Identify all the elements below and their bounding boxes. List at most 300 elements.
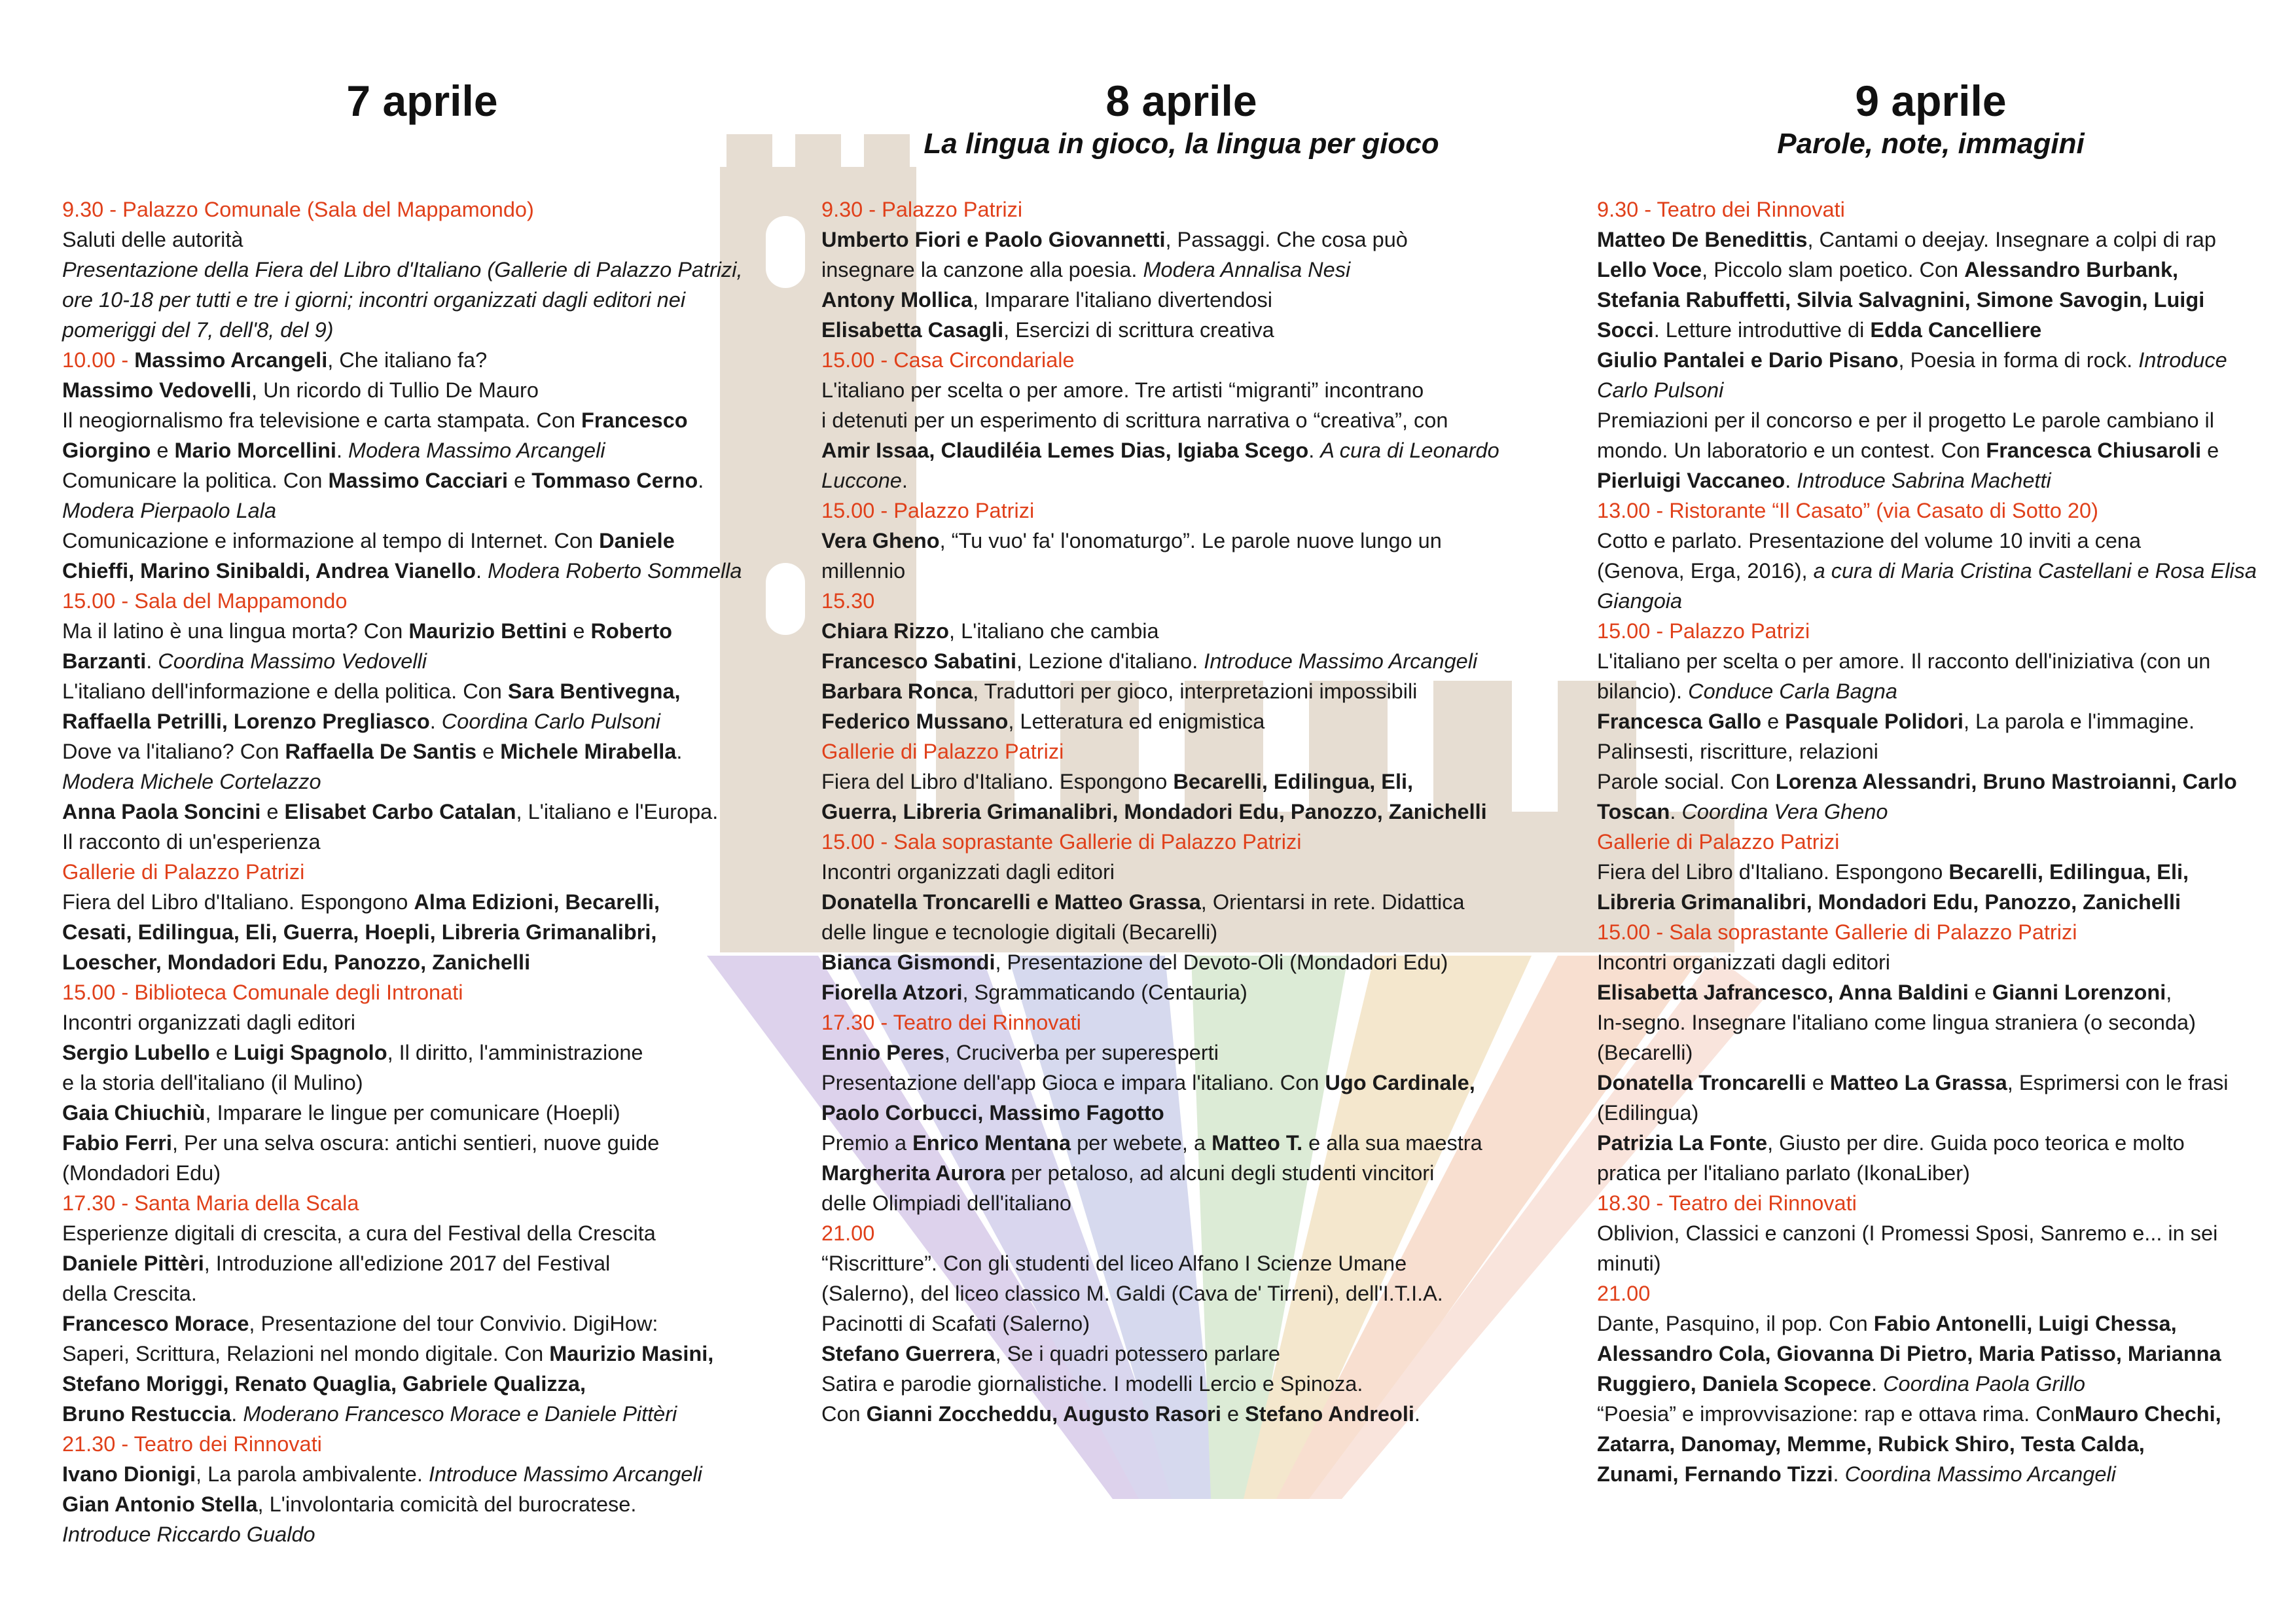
- speaker-name: Francesco Sabatini: [821, 649, 1017, 673]
- event-text: In-segno. Insegnare l'italiano come lingua straniera (o seconda): [1597, 1011, 2196, 1034]
- speaker-name: Giulio Pantalei e Dario Pisano: [1597, 348, 1899, 372]
- speaker-name: Anna Paola Soncini: [62, 800, 261, 823]
- speaker-name: Daniele Pittèri: [62, 1252, 204, 1275]
- speaker-name: Stefano Moriggi, Renato Quaglia, Gabriele Qualizza,: [62, 1372, 586, 1396]
- speaker-name: Francesco Morace: [62, 1312, 249, 1335]
- speaker-name: Enrico Mentana: [912, 1131, 1071, 1155]
- program-line: [62, 736, 782, 767]
- program-line: [62, 496, 782, 526]
- program-line: [62, 1007, 782, 1038]
- event-text: .: [1414, 1402, 1420, 1426]
- program-line: [821, 827, 1541, 857]
- program-line: [1597, 947, 2265, 977]
- speaker-name: Paolo Corbucci, Massimo Fagotto: [821, 1101, 1164, 1125]
- event-text: insegnare la canzone alla poesia.: [821, 258, 1143, 281]
- moderator-note: A cura di Leonardo: [1320, 439, 1499, 462]
- moderator-note: Introduce Massimo Arcangeli: [1204, 649, 1478, 673]
- speaker-name: Gaia Chiuchiù: [62, 1101, 206, 1125]
- program-line: [821, 1007, 1541, 1038]
- program-line: [821, 1188, 1541, 1218]
- event-text: , Passaggi. Che cosa può: [1165, 228, 1408, 251]
- event-heading: 15.00 - Sala soprastante Gallerie di Palazzo Patrizi: [821, 830, 1302, 854]
- program-line: [62, 1158, 782, 1188]
- speaker-name: Pasquale Polidori: [1785, 710, 1964, 733]
- event-text: Presentazione dell'app Gioca e impara l'italiano. Con: [821, 1071, 1325, 1094]
- speaker-name: Zatarra, Danomay, Memme, Rubick Shiro, Testa Calda,: [1597, 1432, 2145, 1456]
- speaker-name: Ruggiero, Daniela Scopece: [1597, 1372, 1872, 1396]
- speaker-name: Bruno Restuccia: [62, 1402, 232, 1426]
- speaker-name: Matteo De Benedittis: [1597, 228, 1808, 251]
- event-text: Satira e parodie giornalistiche. I modelli Lercio e Spinoza.: [821, 1372, 1363, 1396]
- event-text: , Esprimersi con le frasi: [2007, 1071, 2229, 1094]
- event-text: e: [508, 469, 532, 492]
- program-line: [62, 194, 782, 225]
- speaker-name: Margherita Aurora: [821, 1161, 1005, 1185]
- day-column-9-aprile: [1597, 75, 2265, 1489]
- event-text: , Sgrammaticando (Centauria): [962, 981, 1247, 1004]
- speaker-name: Ennio Peres: [821, 1041, 944, 1064]
- program-line: [1597, 1158, 2265, 1188]
- day-column-7-aprile: [62, 75, 782, 1549]
- event-text: .: [476, 559, 488, 583]
- speaker-name: Raffaella Petrilli, Lorenzo Pregliasco: [62, 710, 430, 733]
- event-text: , Introduzione all'edizione 2017 del Festival: [204, 1252, 611, 1275]
- event-text: Fiera del Libro d'Italiano. Espongono: [821, 770, 1174, 793]
- program-line: [62, 1489, 782, 1519]
- program-line: [821, 797, 1541, 827]
- speaker-name: Chieffi, Marino Sinibaldi, Andrea Vianello: [62, 559, 476, 583]
- speaker-name: Umberto Fiori e Paolo Giovannetti: [821, 228, 1166, 251]
- event-heading: 17.30 - Teatro dei Rinnovati: [821, 1011, 1081, 1034]
- speaker-name: Mario Morcellini: [174, 439, 336, 462]
- moderator-note: Moderano Francesco Morace e Daniele Pittèri: [243, 1402, 677, 1426]
- event-heading: 17.30 - Santa Maria della Scala: [62, 1191, 359, 1215]
- program-line: [62, 1278, 782, 1308]
- speaker-name: Cesati, Edilingua, Eli, Guerra, Hoepli, Libreria Grimanalibri,: [62, 920, 657, 944]
- event-text: “Poesia” e improvvisazione: rap e ottava rima. Con: [1597, 1402, 2075, 1426]
- event-heading: 21.00: [821, 1221, 875, 1245]
- program-line: [821, 616, 1541, 646]
- speaker-name: Gian Antonio Stella: [62, 1492, 258, 1516]
- program-line: [821, 887, 1541, 917]
- event-text: , Cruciverba per superesperti: [944, 1041, 1219, 1064]
- event-text: , Presentazione del Devoto-Oli (Mondadori Edu): [995, 950, 1448, 974]
- day-title: 8 aprile: [1105, 77, 1257, 125]
- speaker-name: Massimo Vedovelli: [62, 378, 252, 402]
- day-column-8-aprile: [821, 75, 1541, 1429]
- day-subtitle: La lingua in gioco, la lingua per gioco: [924, 128, 1439, 160]
- event-text: della Crescita.: [62, 1282, 197, 1305]
- speaker-name: Gianni Zoccheddu, Augusto Rasori: [866, 1402, 1221, 1426]
- speaker-name: Donatella Troncarelli e Matteo Grassa: [821, 890, 1201, 914]
- speaker-name: Sara Bentivegna,: [507, 679, 681, 703]
- event-text: minuti): [1597, 1252, 1661, 1275]
- event-heading: 15.30: [821, 589, 875, 613]
- event-heading: Gallerie di Palazzo Patrizi: [1597, 830, 1840, 854]
- program-line: [1597, 1038, 2265, 1068]
- program-list: [62, 194, 782, 1549]
- speaker-name: Alessandro Cola, Giovanna Di Pietro, Maria Patisso, Marianna: [1597, 1342, 2221, 1365]
- speaker-name: Socci: [1597, 318, 1654, 342]
- program-line: [821, 1248, 1541, 1278]
- program-line: [1597, 706, 2265, 736]
- moderator-note: a cura di Maria Cristina Castellani e Rosa Elisa: [1813, 559, 2257, 583]
- moderator-note: Giangoia: [1597, 589, 1683, 613]
- speaker-name: Elisabetta Casagli: [821, 318, 1004, 342]
- event-text: Esperienze digitali di crescita, a cura del Festival della Crescita: [62, 1221, 656, 1245]
- program-line: [1597, 1188, 2265, 1218]
- program-line: [1597, 405, 2265, 435]
- program-line: [62, 285, 782, 315]
- event-text: .: [336, 439, 349, 462]
- speaker-name: Francesca Chiusaroli: [1986, 439, 2202, 462]
- program-line: [821, 1399, 1541, 1429]
- event-heading: 9.30 - Palazzo Comunale (Sala del Mappamondo): [62, 198, 534, 221]
- program-line: [62, 977, 782, 1007]
- moderator-note: Modera Pierpaolo Lala: [62, 499, 277, 522]
- speaker-name: Alma Edizioni, Becarelli,: [414, 890, 660, 914]
- program-line: [821, 1278, 1541, 1308]
- event-heading: 15.00 - Sala soprastante Gallerie di Palazzo Patrizi: [1597, 920, 2077, 944]
- speaker-name: Stefania Rabuffetti, Silvia Salvagnini, Simone Savogin, Luigi: [1597, 288, 2205, 312]
- moderator-note: pomeriggi del 7, dell'8, del 9): [62, 318, 334, 342]
- event-text: , Poesia in forma di rock.: [1898, 348, 2139, 372]
- event-text: per webete, a: [1071, 1131, 1212, 1155]
- event-text: .: [1833, 1462, 1845, 1486]
- program-line: [1597, 1218, 2265, 1248]
- program-line: [62, 1399, 782, 1429]
- program-line: [821, 646, 1541, 676]
- event-heading: 15.00 - Biblioteca Comunale degli Intronati: [62, 981, 463, 1004]
- speaker-name: Patrizia La Fonte: [1597, 1131, 1768, 1155]
- event-text: e: [260, 800, 285, 823]
- event-text: , Imparare l'italiano divertendosi: [973, 288, 1272, 312]
- day-title: 7 aprile: [346, 77, 498, 125]
- event-text: Saperi, Scrittura, Relazioni nel mondo digitale. Con: [62, 1342, 550, 1365]
- moderator-note: Luccone: [821, 469, 902, 492]
- program-line: [62, 1308, 782, 1339]
- event-text: , Traduttori per gioco, interpretazioni impossibili: [973, 679, 1418, 703]
- moderator-note: Introduce: [2138, 348, 2227, 372]
- event-text: , Se i quadri potessero parlare: [995, 1342, 1280, 1365]
- event-text: Incontri organizzati dagli editori: [821, 860, 1115, 884]
- program-line: [62, 1369, 782, 1399]
- program-line: [1597, 1278, 2265, 1308]
- event-text: L'italiano dell'informazione e della politica. Con: [62, 679, 508, 703]
- speaker-name: Federico Mussano: [821, 710, 1009, 733]
- program-line: [821, 736, 1541, 767]
- speaker-name: Donatella Troncarelli: [1597, 1071, 1806, 1094]
- program-line: [821, 465, 1541, 496]
- event-text: e la storia dell'italiano (il Mulino): [62, 1071, 363, 1094]
- speaker-name: Barbara Ronca: [821, 679, 973, 703]
- program-line: [1597, 255, 2265, 285]
- program-line: [821, 194, 1541, 225]
- program-line: [1597, 465, 2265, 496]
- event-text: Il neogiornalismo fra televisione e carta stampata. Con: [62, 408, 582, 432]
- speaker-name: Tommaso Cerno: [531, 469, 698, 492]
- moderator-note: Introduce Sabrina Machetti: [1797, 469, 2051, 492]
- event-text: , Un ricordo di Tullio De Mauro: [251, 378, 539, 402]
- speaker-name: Lorenza Alessandri, Bruno Mastroianni, Carlo: [1775, 770, 2237, 793]
- moderator-note: Modera Michele Cortelazzo: [62, 770, 321, 793]
- speaker-name: Gianni Lorenzoni: [1992, 981, 2166, 1004]
- program-line: [821, 405, 1541, 435]
- program-line: [62, 857, 782, 887]
- speaker-name: Becarelli, Edilingua, Eli,: [1173, 770, 1414, 793]
- program-line: [62, 917, 782, 947]
- speaker-name: Guerra, Libreria Grimanalibri, Mondadori Edu, Panozzo, Zanichelli: [821, 800, 1487, 823]
- event-heading: Gallerie di Palazzo Patrizi: [821, 740, 1064, 763]
- event-text: .: [901, 469, 908, 492]
- speaker-name: Zunami, Fernando Tizzi: [1597, 1462, 1833, 1486]
- program-line: [62, 375, 782, 405]
- program-line: [62, 1068, 782, 1098]
- event-text: , Giusto per dire. Guida poco teorica e molto: [1767, 1131, 2185, 1155]
- program-line: [62, 797, 782, 827]
- program-line: [1597, 526, 2265, 556]
- event-text: (Salerno), del liceo classico M. Galdi (Cava de' Tirreni), dell'I.T.I.A.: [821, 1282, 1443, 1305]
- event-text: , Lezione d'italiano.: [1016, 649, 1204, 673]
- event-text: Palinsesti, riscritture, relazioni: [1597, 740, 1878, 763]
- speaker-name: Lello Voce: [1597, 258, 1702, 281]
- moderator-note: Conduce Carla Bagna: [1688, 679, 1897, 703]
- event-text: , Imparare le lingue per comunicare (Hoepli): [205, 1101, 620, 1125]
- event-text: , La parola e l'immagine.: [1963, 710, 2195, 733]
- program-line: [1597, 315, 2265, 345]
- speaker-name: Becarelli, Edilingua, Eli,: [1948, 860, 2189, 884]
- program-line: [821, 1308, 1541, 1339]
- program-line: [1597, 857, 2265, 887]
- event-heading: 13.00 - Ristorante “Il Casato” (via Casato di Sotto 20): [1597, 499, 2098, 522]
- program-line: [821, 225, 1541, 255]
- moderator-note: Coordina Massimo Arcangeli: [1844, 1462, 2116, 1486]
- event-text: .: [231, 1402, 243, 1426]
- program-line: [1597, 827, 2265, 857]
- speaker-name: Roberto: [590, 619, 673, 643]
- moderator-note: Modera Annalisa Nesi: [1143, 258, 1351, 281]
- program-line: [1597, 646, 2265, 676]
- speaker-name: Massimo Arcangeli: [134, 348, 328, 372]
- event-heading: 21.00: [1597, 1282, 1651, 1305]
- program-line: [1597, 194, 2265, 225]
- moderator-note: Carlo Pulsoni: [1597, 378, 1724, 402]
- program-line: [1597, 1007, 2265, 1038]
- event-text: , Cantami o deejay. Insegnare a colpi di rap: [1807, 228, 2216, 251]
- event-text: Fiera del Libro d'Italiano. Espongono: [1597, 860, 1949, 884]
- speaker-name: Raffaella De Santis: [285, 740, 477, 763]
- event-text: , L'involontaria comicità del burocratese.: [257, 1492, 637, 1516]
- program-line: [821, 1339, 1541, 1369]
- speaker-name: Francesca Gallo: [1597, 710, 1762, 733]
- day-subtitle: [62, 126, 782, 162]
- event-text: , Esercizi di scrittura creativa: [1003, 318, 1274, 342]
- event-text: , L'italiano e l'Europa.: [516, 800, 719, 823]
- program-line: [1597, 1429, 2265, 1459]
- event-text: e: [476, 740, 501, 763]
- event-heading: 15.00 - Casa Circondariale: [821, 348, 1075, 372]
- event-text: .: [698, 469, 704, 492]
- program-line: [62, 435, 782, 465]
- event-text: . Letture introduttive di: [1653, 318, 1871, 342]
- event-heading: 18.30 - Teatro dei Rinnovati: [1597, 1191, 1857, 1215]
- event-text: (Becarelli): [1597, 1041, 1693, 1064]
- program-line: [62, 405, 782, 435]
- program-line: [821, 977, 1541, 1007]
- speaker-name: Michele Mirabella: [500, 740, 677, 763]
- program-line: [62, 887, 782, 917]
- program-line: [821, 1369, 1541, 1399]
- event-text: e: [1968, 981, 1992, 1004]
- program-line: [821, 285, 1541, 315]
- event-heading: 15.00 - Palazzo Patrizi: [1597, 619, 1810, 643]
- speaker-name: Vera Gheno: [821, 529, 940, 552]
- event-text: Saluti delle autorità: [62, 228, 243, 251]
- event-text: Comunicare la politica. Con: [62, 469, 329, 492]
- event-text: e: [567, 619, 591, 643]
- event-text: .: [1871, 1372, 1884, 1396]
- program-list: [821, 194, 1541, 1429]
- program-line: [821, 586, 1541, 616]
- event-heading: Gallerie di Palazzo Patrizi: [62, 860, 305, 884]
- event-text: per petaloso, ad alcuni degli studenti vincitori: [1005, 1161, 1435, 1185]
- program-line: [1597, 435, 2265, 465]
- program-line: [62, 255, 782, 285]
- program-line: [62, 315, 782, 345]
- program-line: [821, 1218, 1541, 1248]
- speaker-name: Alessandro Burbank,: [1964, 258, 2179, 281]
- event-text: e: [151, 439, 175, 462]
- speaker-name: Sergio Lubello: [62, 1041, 210, 1064]
- speaker-name: Ivano Dionigi: [62, 1462, 196, 1486]
- program-line: [62, 1098, 782, 1128]
- speaker-name: Libreria Grimanalibri, Mondadori Edu, Panozzo, Zanichelli: [1597, 890, 2181, 914]
- event-text: .: [676, 740, 683, 763]
- event-text: pratica per l'italiano parlato (IkonaLiber): [1597, 1161, 1970, 1185]
- event-text: , Piccolo slam poetico. Con: [1702, 258, 1965, 281]
- program-line: [62, 586, 782, 616]
- program-line: [821, 435, 1541, 465]
- speaker-name: Pierluigi Vaccaneo: [1597, 469, 1785, 492]
- program-line: [1597, 1308, 2265, 1339]
- program-list: [1597, 194, 2265, 1489]
- speaker-name: Luigi Spagnolo: [233, 1041, 387, 1064]
- moderator-note: ore 10-18 per tutti e tre i giorni; incontri organizzati dagli editori nei: [62, 288, 686, 312]
- program-line: [821, 556, 1541, 586]
- event-text: (Edilingua): [1597, 1101, 1699, 1125]
- program-line: [821, 255, 1541, 285]
- speaker-name: Maurizio Masini,: [549, 1342, 714, 1365]
- speaker-name: Giorgino: [62, 439, 151, 462]
- speaker-name: Francesco: [581, 408, 688, 432]
- program-line: [1597, 1399, 2265, 1429]
- event-text: (Genova, Erga, 2016),: [1597, 559, 1814, 583]
- event-text: .: [429, 710, 442, 733]
- day-title: 9 aprile: [1855, 77, 2007, 125]
- event-text: , Il diritto, l'amministrazione: [387, 1041, 643, 1064]
- program-line: [62, 1459, 782, 1489]
- moderator-note: Modera Massimo Arcangeli: [348, 439, 605, 462]
- event-text: Dove va l'italiano? Con: [62, 740, 285, 763]
- program-line: [821, 1038, 1541, 1068]
- event-text: e: [1761, 710, 1785, 733]
- speaker-name: Toscan: [1597, 800, 1670, 823]
- event-text: e: [209, 1041, 234, 1064]
- moderator-note: Introduce Massimo Arcangeli: [428, 1462, 702, 1486]
- speaker-name: Antony Mollica: [821, 288, 973, 312]
- program-line: [1597, 1248, 2265, 1278]
- speaker-name: Massimo Cacciari: [328, 469, 509, 492]
- program-line: [62, 225, 782, 255]
- speaker-name: Fabio Ferri: [62, 1131, 172, 1155]
- event-text: Ma il latino è una lingua morta? Con: [62, 619, 409, 643]
- event-text: Incontri organizzati dagli editori: [62, 1011, 356, 1034]
- moderator-note: Coordina Paola Grillo: [1883, 1372, 2085, 1396]
- event-text: , La parola ambivalente.: [196, 1462, 429, 1486]
- event-text: ,: [2166, 981, 2172, 1004]
- event-heading: 21.30 - Teatro dei Rinnovati: [62, 1432, 322, 1456]
- program-line: [1597, 1369, 2265, 1399]
- program-line: [62, 526, 782, 556]
- program-line: [821, 1158, 1541, 1188]
- program-line: [62, 1429, 782, 1459]
- speaker-name: Edda Cancelliere: [1870, 318, 2042, 342]
- event-text: i detenuti per un esperimento di scrittura narrativa o “creativa”, con: [821, 408, 1448, 432]
- program-line: [62, 767, 782, 797]
- event-heading: 9.30 - Palazzo Patrizi: [821, 198, 1023, 221]
- event-heading: 15.00 - Palazzo Patrizi: [821, 499, 1035, 522]
- event-heading: 15.00 - Sala del Mappamondo: [62, 589, 348, 613]
- program-line: [821, 947, 1541, 977]
- speaker-name: Fiorella Atzori: [821, 981, 963, 1004]
- program-line: [1597, 676, 2265, 706]
- program-line: [821, 1128, 1541, 1158]
- program-line: [62, 646, 782, 676]
- speaker-name: Matteo T.: [1211, 1131, 1303, 1155]
- moderator-note: Coordina Carlo Pulsoni: [441, 710, 660, 733]
- program-line: [1597, 797, 2265, 827]
- program-line: [821, 706, 1541, 736]
- moderator-note: Presentazione della Fiera del Libro d'Italiano (Gallerie di Palazzo Patrizi,: [62, 258, 743, 281]
- event-text: , Che italiano fa?: [327, 348, 488, 372]
- program-line: [1597, 917, 2265, 947]
- event-text: Comunicazione e informazione al tempo di Internet. Con: [62, 529, 600, 552]
- speaker-name: Chiara Rizzo: [821, 619, 950, 643]
- event-text: , “Tu vuo' fa' l'onomaturgo”. Le parole nuove lungo un: [939, 529, 1442, 552]
- event-text: L'italiano per scelta o per amore. Il racconto dell'iniziativa (con un: [1597, 649, 2211, 673]
- event-text: , Per una selva oscura: antichi sentieri, nuove guide: [171, 1131, 660, 1155]
- event-text: e alla sua maestra: [1302, 1131, 1482, 1155]
- speaker-name: Maurizio Bettini: [408, 619, 567, 643]
- program-line: [62, 1519, 782, 1549]
- speaker-name: Barzanti: [62, 649, 147, 673]
- program-line: [821, 1098, 1541, 1128]
- speaker-name: Elisabetta Jafrancesco, Anna Baldini: [1597, 981, 1969, 1004]
- program-line: [1597, 1459, 2265, 1489]
- event-text: e: [1806, 1071, 1830, 1094]
- program-line: [821, 676, 1541, 706]
- event-text: , Letteratura ed enigmistica: [1008, 710, 1265, 733]
- program-line: [821, 1068, 1541, 1098]
- event-text: Incontri organizzati dagli editori: [1597, 950, 1891, 974]
- program-line: [62, 1339, 782, 1369]
- program-line: [1597, 285, 2265, 315]
- program-line: [1597, 586, 2265, 616]
- program-line: [1597, 225, 2265, 255]
- event-text: delle Olimpiadi dell'italiano: [821, 1191, 1071, 1215]
- event-text: (Mondadori Edu): [62, 1161, 221, 1185]
- event-text: .: [1785, 469, 1797, 492]
